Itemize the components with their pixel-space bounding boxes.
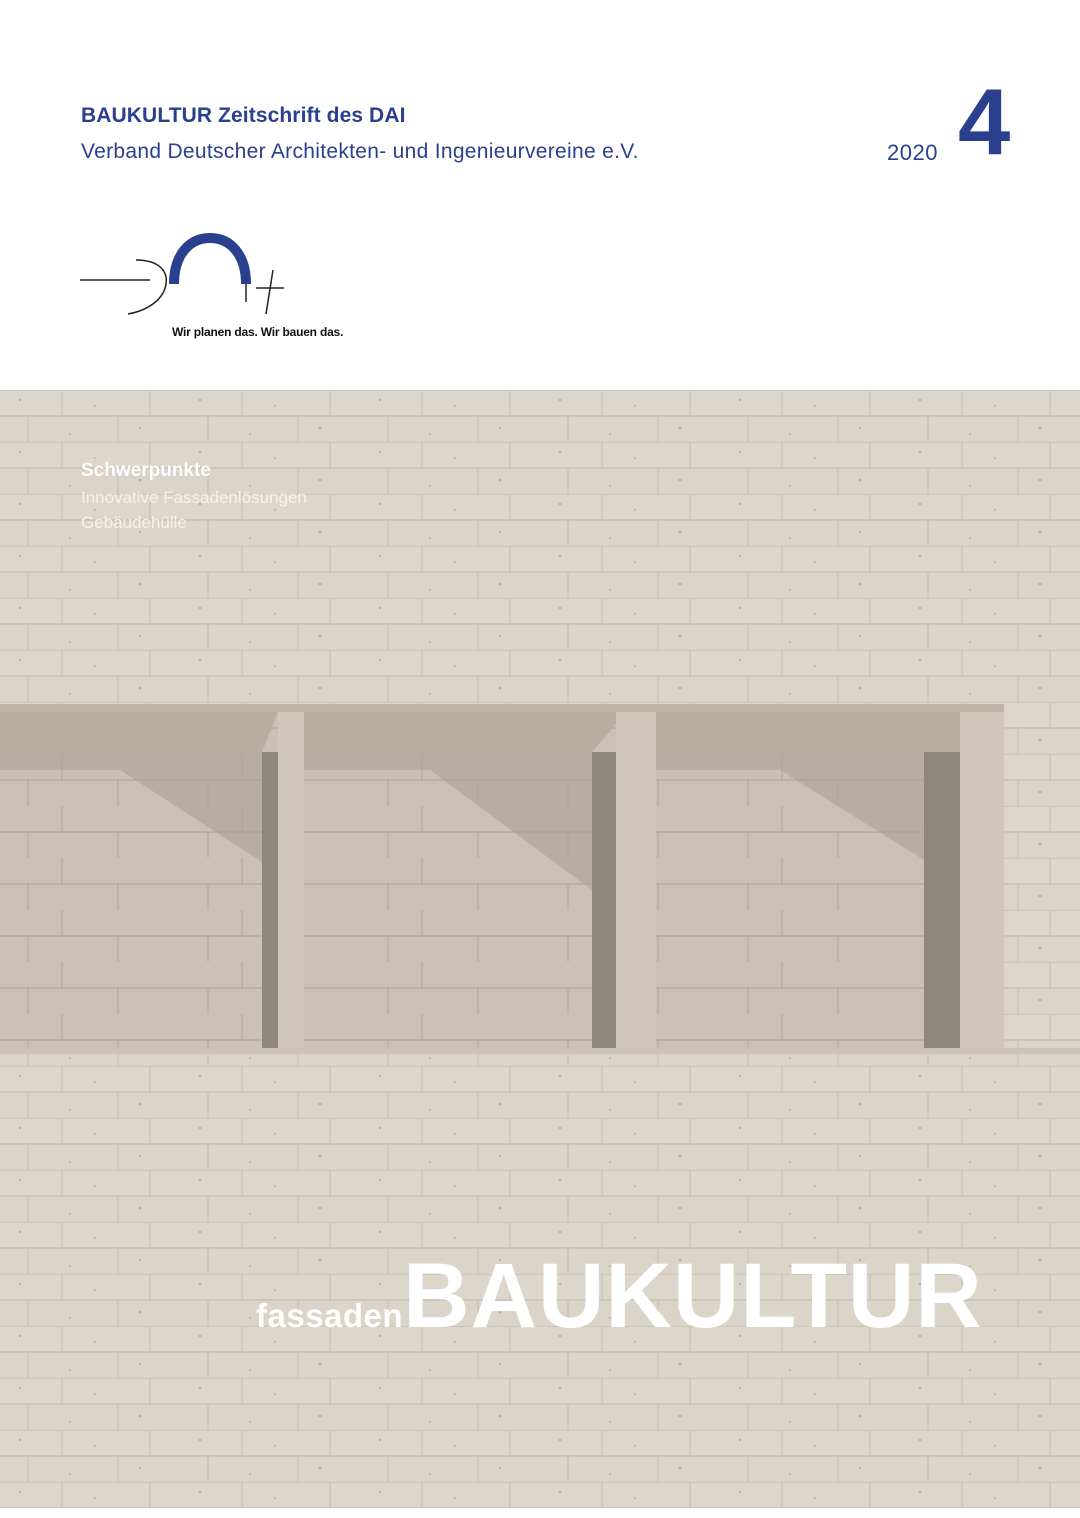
publisher-name: Verband Deutscher Architekten- und Ingenieurvereine e.V. <box>81 140 639 163</box>
facade-photo <box>0 390 1080 1508</box>
cover-title <box>256 1245 983 1347</box>
issue-year: 2020 <box>887 140 938 165</box>
cover-title-main: BAUKULTUR <box>403 1245 983 1347</box>
focus-topics <box>81 460 307 535</box>
focus-item: Innovative Fassadenlösungen <box>81 488 307 507</box>
cover-title-prefix: fassaden <box>256 1297 404 1334</box>
tagline: Wir planen das. Wir bauen das. <box>172 325 344 339</box>
focus-heading: Schwerpunkte <box>81 460 211 481</box>
focus-item: Gebäudehülle <box>81 513 187 532</box>
magazine-title: BAUKULTUR Zeitschrift des DAI <box>81 104 406 127</box>
dai-logo-icon <box>78 232 298 318</box>
issue-number: 4 <box>958 69 1011 174</box>
